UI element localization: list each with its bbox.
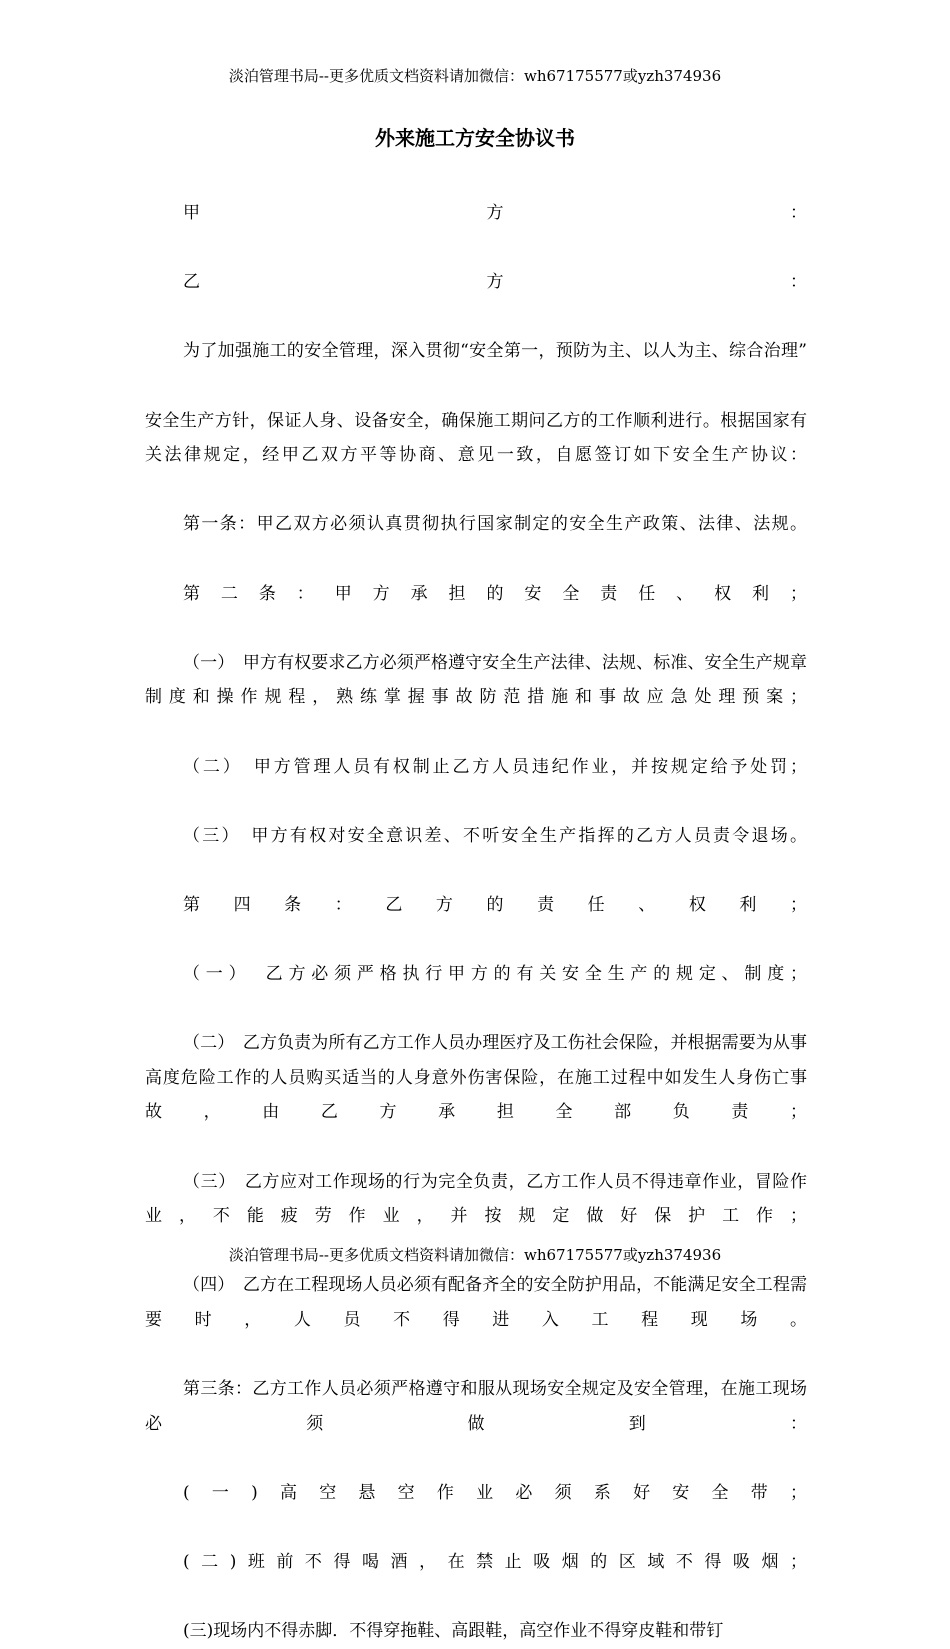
article-4-item-1: （一） 乙方必须严格执行甲方的有关安全生产的规定、制度； [183,964,807,985]
intro-paragraph: 为了加强施工的安全管理，深入贯彻“安全第一，预防为主、以人为主、综合治理” [183,341,807,362]
article-3-item-2: (二)班前不得喝酒，在禁止吸烟的区域不得吸烟； [183,1552,807,1573]
article-4-item-4: （四） 乙方在工程现场人员必须有配备齐全的安全防护用品，不能满足安全工程需要时，人员不得进入工程现场。 [145,1275,807,1330]
party-b-line: 乙方： [183,272,807,293]
article-4-item-2: （二） 乙方负责为所有乙方工作人员办理医疗及工伤社会保险，并根据需要为从事高度危险工作的人员购买适当的人身意外伤害保险，在施工过程中如发生人身伤亡事故，由乙方承担全部负责； [145,1033,807,1123]
article-2-heading: 第二条：甲方承担的安全责任、权利； [183,583,807,604]
article-4-item-3: （三） 乙方应对工作现场的行为完全负责，乙方工作人员不得违章作业，冒险作业，不能疲劳作业，并按规定做好保护工作； [145,1171,807,1227]
article-1: 第一条：甲乙双方必须认真贯彻执行国家制定的安全生产政策、法律、法规。 [183,514,807,535]
document-title: 外来施工方安全协议书 [375,126,575,150]
article-2-item-2: （二） 甲方管理人员有权制止乙方人员违纪作业，并按规定给予处罚； [183,756,807,777]
article-3-item-3: (三)现场内不得赤脚．不得穿拖鞋、高跟鞋，高空作业不得穿皮鞋和带钉 [183,1621,724,1642]
article-3-item-1: (一)高空悬空作业必须系好安全带； [183,1482,807,1503]
article-3-heading: 第三条：乙方工作人员必须严格遵守和服从现场安全规定及安全管理，在施工现场必须做到： [145,1379,807,1434]
intro-paragraph-continued: 安全生产方针，保证人身、设备安全，确保施工期问乙方的工作顺利进行。根据国家有关法律规定，经甲乙双方平等协商、意见一致，自愿签订如下安全生产协议： [145,410,807,466]
page-header: 淡泊管理书局--更多优质文档资料请加微信：wh67175577或yzh374936 [228,67,722,85]
document-body [145,196,807,1649]
article-2-item-3: （三） 甲方有权对安全意识差、不听安全生产指挥的乙方人员责令退场。 [183,825,807,846]
article-4-heading: 第四条：乙方的责任、权利； [183,894,807,915]
article-2-item-1: （一） 甲方有权要求乙方必须严格遵守安全生产法律、法规、标准、安全生产规章制度和操作规程，熟练掌握事故防范措施和事故应急处理预案； [145,652,807,708]
page-footer: 淡泊管理书局--更多优质文档资料请加微信：wh67175577或yzh374936 [228,1246,722,1264]
party-a-line: 甲方： [183,203,807,223]
